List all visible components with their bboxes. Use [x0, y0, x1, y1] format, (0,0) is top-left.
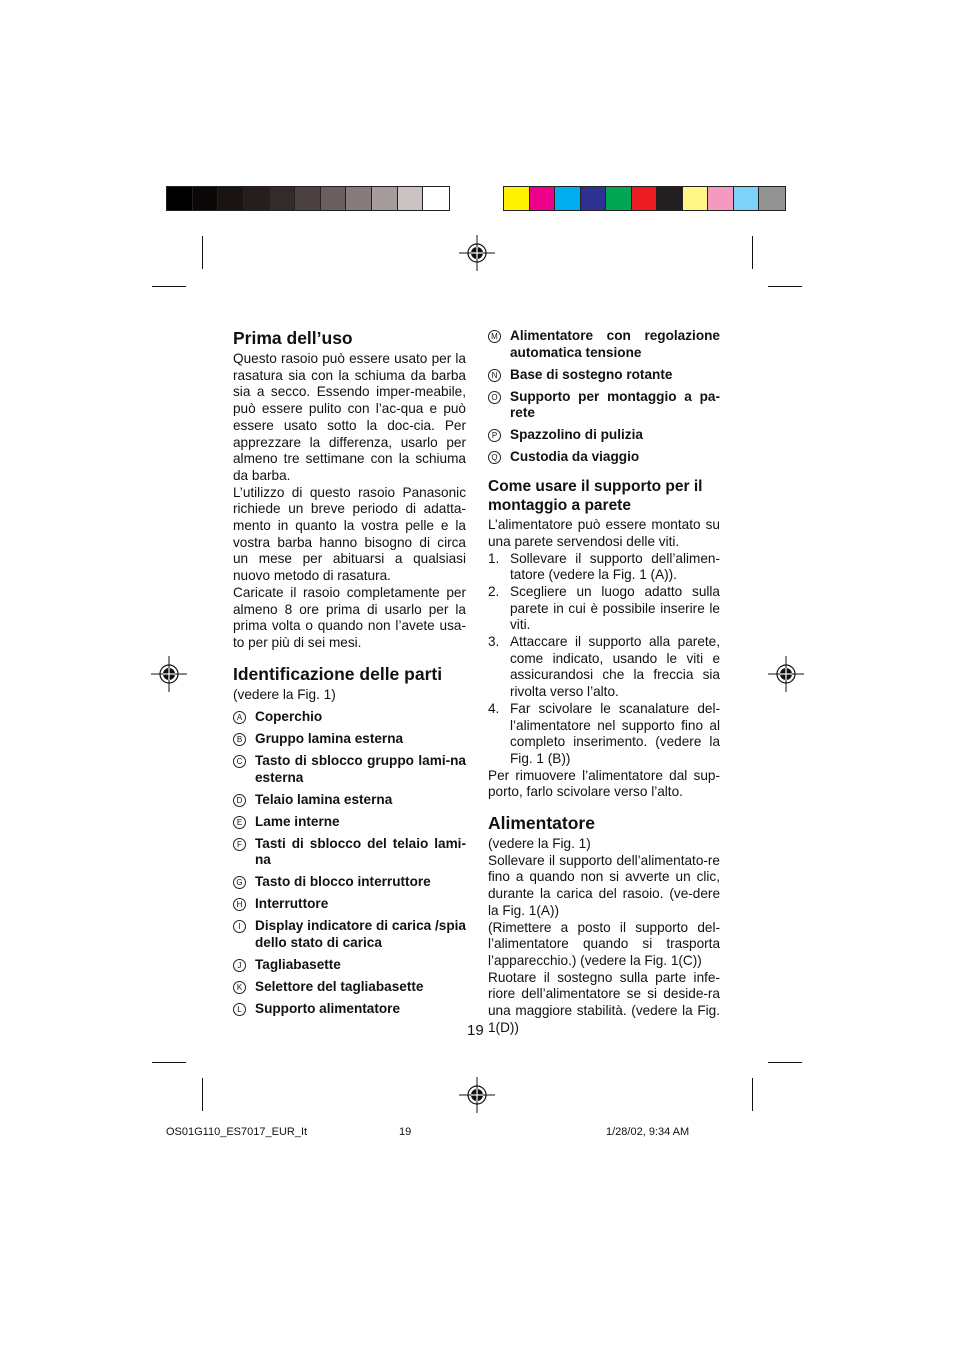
- part-label: Alimentatore con regolazione automatica tensione: [510, 328, 720, 360]
- color-swatch: [708, 187, 734, 210]
- part-label: Coperchio: [255, 709, 323, 725]
- crop-mark: [152, 1062, 186, 1063]
- paragraph: Per rimuovere l’alimentatore dal sup-porto, farlo scivolare verso l’alto.: [488, 767, 720, 800]
- list-item: [233, 874, 466, 891]
- list-item: [233, 814, 466, 831]
- list-item: [233, 1001, 466, 1018]
- part-letter-icon: L: [233, 1003, 246, 1016]
- color-swatch: [632, 187, 658, 210]
- step-number: 1.: [488, 550, 500, 566]
- right-column: [488, 328, 720, 1037]
- part-label: Selettore del tagliabasette: [255, 978, 424, 994]
- part-letter-icon: H: [233, 898, 246, 911]
- list-item: [233, 792, 466, 809]
- list-item: [488, 389, 720, 422]
- figure-reference: (vedere la Fig. 1): [233, 686, 336, 702]
- part-label: Tagliabasette: [255, 957, 341, 972]
- list-item: [233, 731, 466, 748]
- part-letter-icon: J: [233, 959, 246, 972]
- part-letter-icon: G: [233, 876, 246, 889]
- color-swatch: [759, 187, 785, 210]
- list-item: [488, 367, 720, 384]
- list-item: [488, 584, 720, 634]
- part-letter-icon: P: [488, 429, 501, 442]
- crop-mark: [202, 236, 203, 269]
- paragraph: Ruotare il sostegno sulla parte infe-riore dell’alimentatore se si deside-ra una maggiore stabilità. (vedere la Fig. 1(D)): [488, 969, 720, 1035]
- part-label: Base di sostegno rotante: [510, 366, 673, 382]
- part-label: Supporto per montaggio a pa-rete: [510, 388, 720, 421]
- list-item: [488, 551, 720, 584]
- crop-mark: [152, 286, 186, 287]
- step-number: 2.: [488, 583, 500, 599]
- part-label: Tasto di blocco interruttore: [255, 874, 431, 890]
- parts-list: [233, 709, 466, 1017]
- part-letter-icon: Q: [488, 451, 501, 464]
- paragraph: Caricate il rasoio completamente per almeno 8 ore prima di usarlo per la prima volta o quando non l’avete usa-to per più di sei mesi.: [233, 584, 466, 650]
- list-item: [233, 918, 466, 951]
- color-swatch: [423, 187, 449, 210]
- crop-mark: [752, 236, 753, 269]
- list-item: [233, 957, 466, 974]
- registration-mark-icon: [459, 1077, 495, 1113]
- list-item: [233, 896, 466, 913]
- part-letter-icon: C: [233, 755, 246, 768]
- paragraph: Sollevare il supporto dell’alimentato-re fino a quando non si avverte un clic, durante la carica del rasoio. (ve-dere la Fig. 1(A)): [488, 852, 720, 918]
- paragraph: L’utilizzo di questo rasoio Panasonic richiede un breve periodo di adatta-mento in quanto la vostra pelle e la vostra barba hanno bisogno di circa un mese per abituarsi a qualsiasi nuovo metodo di rasatura.: [233, 484, 466, 584]
- paragraph: L’alimentatore può essere montato su una parete servendosi delle viti.: [488, 517, 720, 549]
- crop-mark: [768, 1062, 802, 1063]
- list-item: [488, 427, 720, 444]
- section-title-alimentatore: Alimentatore: [488, 813, 595, 834]
- part-letter-icon: B: [233, 733, 246, 746]
- part-letter-icon: I: [233, 920, 246, 933]
- color-swatch: [504, 187, 530, 210]
- section-title-identificazione: Identificazione delle parti: [233, 663, 443, 684]
- section-title-prima: Prima dell’uso: [233, 328, 353, 348]
- list-item: [488, 328, 720, 361]
- step-number: 4.: [488, 700, 500, 716]
- list-item: [488, 701, 720, 768]
- color-swatch: [244, 187, 270, 210]
- color-swatch: [398, 187, 424, 210]
- left-column: [233, 328, 466, 1023]
- steps-list: [488, 551, 720, 768]
- step-text: Sollevare il supporto dell’alimen-tatore (vedere la Fig. 1 (A)).: [510, 550, 720, 583]
- part-label: Lame interne: [255, 813, 340, 829]
- part-letter-icon: F: [233, 838, 246, 851]
- list-item: [233, 709, 466, 726]
- part-letter-icon: D: [233, 794, 246, 807]
- part-label: Interruttore: [255, 896, 329, 912]
- part-label: Gruppo lamina esterna: [255, 731, 404, 747]
- step-text: Attaccare il supporto alla parete, come indicato, usando le viti e assicurandosi che la freccia sia rivolta verso l’alto.: [510, 634, 720, 700]
- parts-list: [488, 328, 720, 466]
- part-letter-icon: K: [233, 981, 246, 994]
- crop-mark: [752, 1078, 753, 1111]
- part-letter-icon: E: [233, 816, 246, 829]
- part-label: Spazzolino di pulizia: [510, 427, 643, 443]
- page-number: 19: [467, 1022, 484, 1039]
- footer-page: 19: [399, 1126, 412, 1138]
- part-label: Tasti di sblocco del telaio lami-na: [255, 835, 466, 868]
- footer-filename: OS01G110_ES7017_EUR_It: [166, 1126, 308, 1138]
- part-letter-icon: O: [488, 391, 501, 404]
- paragraph: Questo rasoio può essere usato per la rasatura sia con la schiuma da barba sia a secco. Essendo imper-meabile, può essere pulito con l’ac-qua e può essere usato sotto la doc-cia. Per apprezzare la differenza, usarlo per almeno tre settimane con la schiuma da barba.: [233, 351, 466, 483]
- registration-mark-icon: [768, 656, 804, 692]
- part-label: Telaio lamina esterna: [255, 791, 393, 807]
- list-item: [233, 836, 466, 869]
- step-number: 3.: [488, 634, 500, 650]
- color-calibration-bar: [503, 186, 786, 211]
- color-swatch: [657, 187, 683, 210]
- part-label: Custodia da viaggio: [510, 449, 640, 465]
- color-swatch: [295, 187, 321, 210]
- color-swatch: [193, 187, 219, 210]
- part-label: Supporto alimentatore: [255, 1000, 401, 1016]
- footer-date: 1/28/02, 9:34 AM: [606, 1126, 690, 1138]
- color-swatch: [581, 187, 607, 210]
- step-text: Far scivolare le scanalature del-l’alimentatore nel supporto fino al completo inserimento. (vedere la Fig. 1 (B)): [510, 700, 720, 766]
- crop-mark: [202, 1078, 203, 1111]
- registration-mark-icon: [151, 656, 187, 692]
- part-letter-icon: A: [233, 711, 246, 724]
- color-swatch: [321, 187, 347, 210]
- color-swatch: [218, 187, 244, 210]
- section-title-come-usare: Come usare il supporto per il montaggio a parete: [488, 478, 703, 515]
- registration-mark-icon: [459, 235, 495, 271]
- part-letter-icon: N: [488, 369, 501, 382]
- figure-reference: (vedere la Fig. 1): [488, 836, 591, 852]
- color-swatch: [346, 187, 372, 210]
- paragraph: (Rimettere a posto il supporto del-l’alimentatore quando si trasporta l’apparecchio.) (vedere la Fig. 1(C)): [488, 919, 720, 968]
- step-text: Scegliere un luogo adatto sulla parete in cui è possibile inserire le viti.: [510, 583, 720, 633]
- part-label: Tasto di sblocco gruppo lami-na esterna: [255, 753, 466, 785]
- list-item: [233, 753, 466, 786]
- color-swatch: [734, 187, 760, 210]
- color-swatch: [372, 187, 398, 210]
- color-swatch: [555, 187, 581, 210]
- color-swatch: [270, 187, 296, 210]
- color-swatch: [167, 187, 193, 210]
- part-label: Display indicatore di carica /spia dello stato di carica: [255, 918, 466, 951]
- list-item: [488, 449, 720, 466]
- list-item: [233, 979, 466, 996]
- part-letter-icon: M: [488, 330, 501, 343]
- grayscale-calibration-bar: [166, 186, 450, 211]
- color-swatch: [606, 187, 632, 210]
- color-swatch: [683, 187, 709, 210]
- crop-mark: [768, 286, 802, 287]
- list-item: [488, 634, 720, 701]
- color-swatch: [530, 187, 556, 210]
